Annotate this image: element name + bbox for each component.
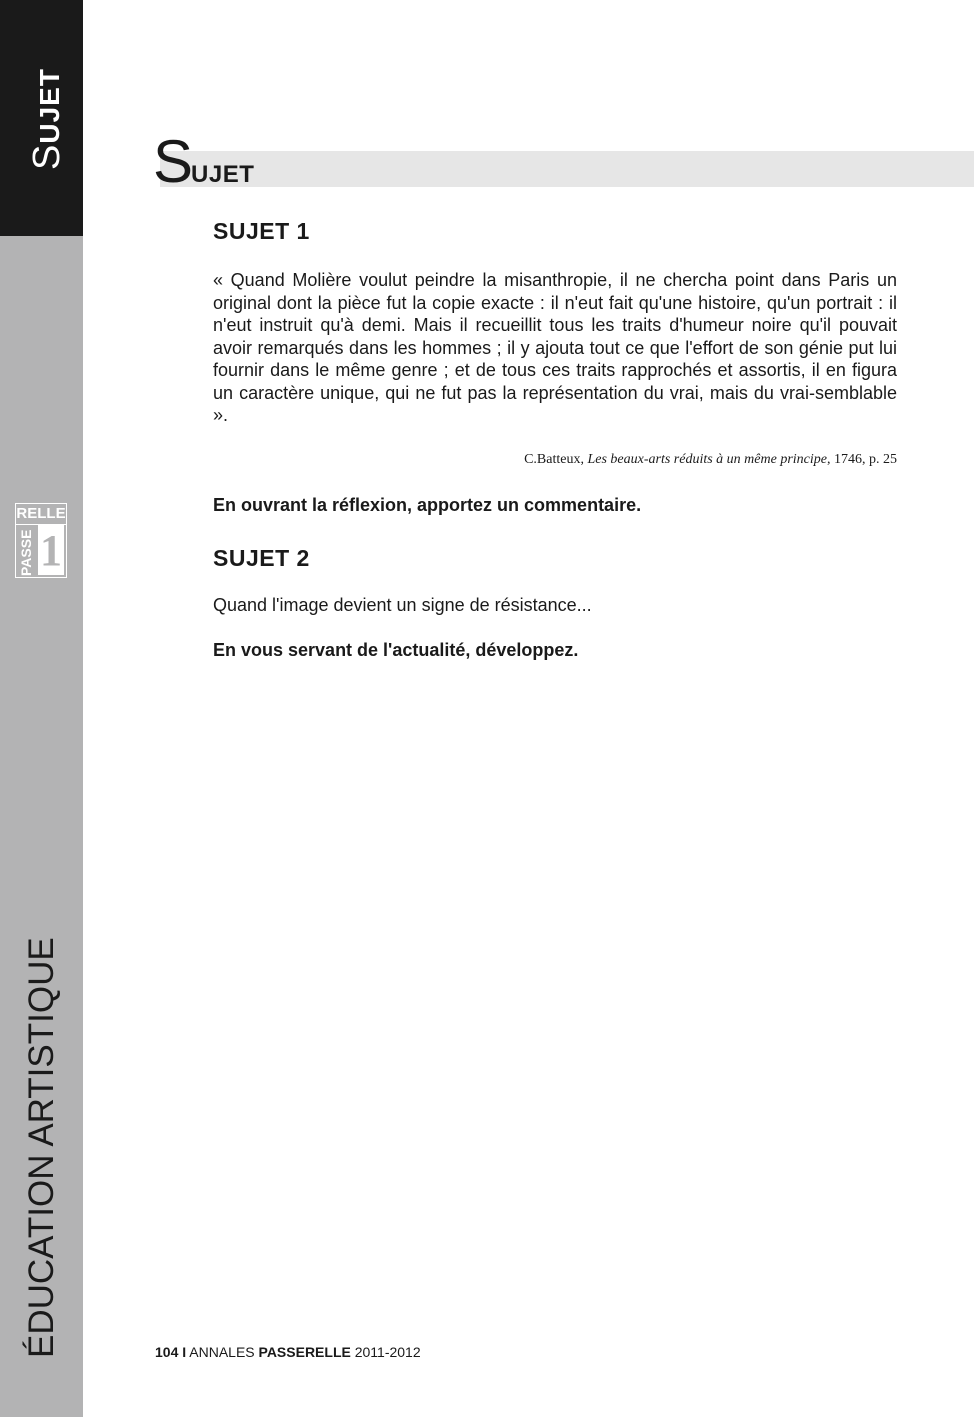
sujet2-section <box>213 545 897 572</box>
sujet2-instruction: En vous servant de l'actualité, développez. <box>213 640 579 660</box>
logo-top-text: RELLE <box>16 504 66 525</box>
page-title-rest: UJET <box>191 161 255 188</box>
sujet2-instruction-block <box>213 640 897 661</box>
citation-title: Les beaux-arts réduits à un même principe <box>587 452 827 467</box>
sujet2-prompt: Quand l'image devient un signe de résistance... <box>213 595 592 615</box>
sujet1-quote-block <box>213 269 897 427</box>
footer-page-number: 104 <box>155 1344 179 1360</box>
page-footer <box>155 1344 421 1360</box>
footer-separator: I <box>182 1344 187 1360</box>
sujet1-quote: « Quand Molière voulut peindre la misanthropie, il ne chercha point dans Paris un original dont la pièce fut la copie exacte : il n'eut fait qu'une histoire, qu'un portrait : il n'eut instruit qu'à demi. Mais il recueillit tous les traits d'humeur noire qu'il pouvait avoir remarqués dans les hommes ; il y ajouta tout ce que l'effort de son génie put lui fournir dans le même genre ; et de tous ces traits rapprochés et assortis, il en figura un caractère unique, qui ne fut pas la représentation du vrai, mais du vrai-semblable ». <box>213 270 897 425</box>
passerelle-logo <box>15 503 67 578</box>
sidebar-subject-label: ÉDUCATION ARTISTIQUE <box>22 937 61 1358</box>
sujet1-citation <box>213 452 897 468</box>
logo-side-text: PASSE <box>18 529 34 576</box>
citation-author: C.Batteux, <box>524 452 588 467</box>
sujet1-citation-block <box>213 452 897 468</box>
sidebar-section-label <box>28 68 66 170</box>
sujet1-instruction-block <box>213 495 897 516</box>
sujet1-heading: SUJET 1 <box>213 218 310 244</box>
logo-number: 1 <box>40 526 62 575</box>
sujet1-section <box>213 218 897 245</box>
header-band <box>160 151 974 187</box>
sidebar-section-initial: S <box>26 143 68 170</box>
sujet2-heading: SUJET 2 <box>213 545 310 571</box>
footer-annales: ANNALES <box>189 1344 255 1360</box>
citation-details: , 1746, p. 25 <box>827 452 897 467</box>
sidebar-section-rest: UJET <box>34 68 65 144</box>
sujet2-prompt-block <box>213 595 897 616</box>
footer-brand: PASSERELLE <box>258 1344 351 1360</box>
sujet1-instruction: En ouvrant la réflexion, apportez un commentaire. <box>213 495 642 515</box>
footer-years: 2011-2012 <box>354 1344 421 1360</box>
page-title <box>153 128 255 195</box>
page-title-initial: S <box>153 128 192 195</box>
